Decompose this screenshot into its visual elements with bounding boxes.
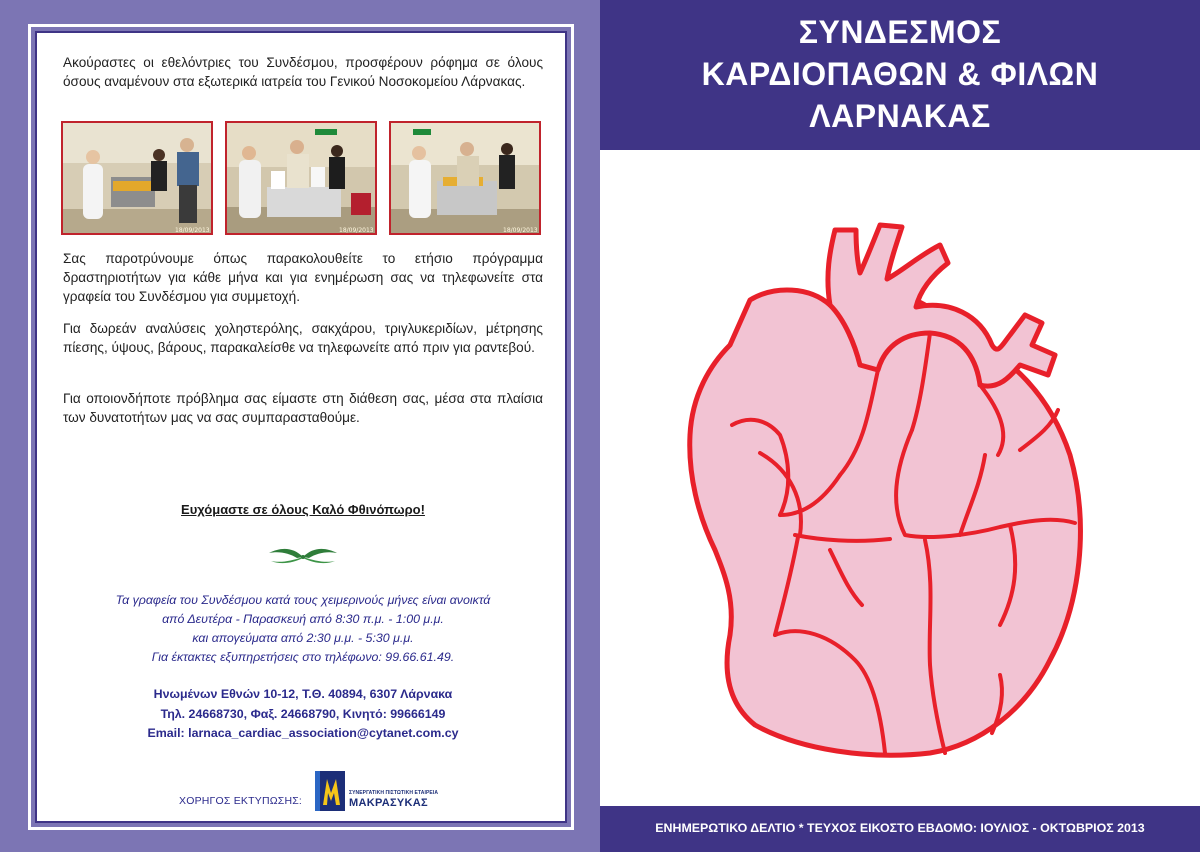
intro-paragraph: Ακούραστες οι εθελόντριες του Συνδέσμου, προσφέρουν ρόφημα σε όλους όσους αναμένουν στα εξωτερικά ιατρεία του Γενικού Νοσοκομείου Λάρνακας. <box>63 55 543 89</box>
print-sponsor-label: ΧΟΡΗΓΟΣ ΕΚΤΥΠΩΣΗΣ: <box>179 795 303 807</box>
title-banner <box>600 0 1200 150</box>
hours-line-4: Για έκτακτες εξυπηρετήσεις στο τηλέφωνο: 99.66.61.49. <box>151 650 455 664</box>
office-hours <box>37 591 569 667</box>
photo-date-3: 18/09/2013 <box>503 227 538 234</box>
contact-address <box>37 685 569 744</box>
title-line-2: ΚΑΡΔΙΟΠΑΘΩΝ & ΦΙΛΩΝ <box>701 56 1099 92</box>
phone-line: Τηλ. 24668730, Φαξ. 24668790, Κινητό: 99666149 <box>160 706 446 721</box>
sponsor-logo <box>315 771 439 811</box>
program-paragraph: Σας παροτρύνουμε όπως παρακολουθείτε το ετήσιο πρόγραμμα δραστηριοτήτων για κάθε μήνα και για ενημέρωση σας να τηλεφωνείτε στα γραφεία του Συνδέσμου για συμμετοχή. <box>63 251 543 304</box>
issue-footer <box>600 806 1200 852</box>
left-content-panel <box>35 31 567 823</box>
free-tests-paragraph: Για δωρεάν αναλύσεις χοληστερόλης, σακχάρου, τριγλυκεριδίων, μέτρησης πίεσης, ύψους, βάρους, παρακαλείσθε να τηλεφωνείτε από πριν για ραντεβού. <box>63 321 543 355</box>
volunteers-photo-1 <box>61 121 213 235</box>
hours-line-2: από Δευτέρα - Παρασκευή από 8:30 π.μ. - 1:00 μ.μ. <box>162 612 444 626</box>
photo-date-1: 18/09/2013 <box>175 227 210 234</box>
volunteers-photo-3 <box>389 121 541 235</box>
leaf-ornament-icon <box>263 543 343 565</box>
address-line: Ηνωμένων Εθνών 10-12, Τ.Θ. 40894, 6307 Λάρνακα <box>153 687 453 701</box>
sponsor-subtitle: ΣΥΝΕΡΓΑΤΙΚΗ ΠΙΣΤΩΤΙΚΗ ΕΤΑΙΡΕΙΑ <box>349 790 439 796</box>
hours-line-3: και απογεύματα από 2:30 μ.μ. - 5:30 μ.μ. <box>192 631 414 645</box>
right-cover-page <box>600 0 1200 852</box>
issue-info: ΕΝΗΜΕΡΩΤΙΚΟ ΔΕΛΤΙΟ * ΤΕΥΧΟΣ ΕΙΚΟΣΤΟ ΕΒΔΟΜΟ: ΙΟΥΛΙΟΣ - ΟΚΤΩΒΡΙΟΣ 2013 <box>655 821 1145 835</box>
support-paragraph: Για οποιονδήποτε πρόβλημα σας είμαστε στη διάθεση σας, μέσα στα πλαίσια των δυνατοτήτων μας να σας συμπαρασταθούμε. <box>63 391 543 425</box>
heart-illustration-icon <box>680 205 1120 765</box>
title-line-1: ΣΥΝΔΕΣΜΟΣ <box>798 14 1002 50</box>
autumn-greeting: Ευχόμαστε σε όλους Καλό Φθινόπωρο! <box>181 502 425 517</box>
sponsor-name: ΜΑΚΡΑΣΥΚΑΣ <box>349 797 428 809</box>
title-line-3: ΛΑΡΝΑΚΑΣ <box>809 98 991 134</box>
email-line: Email: larnaca_cardiac_association@cytanet.com.cy <box>147 726 459 740</box>
sponsor-m-logo-icon <box>315 771 345 811</box>
hours-line-1: Τα γραφεία του Συνδέσμου κατά τους χειμερινούς μήνες είναι ανοικτά <box>115 593 491 607</box>
photo-date-2: 18/09/2013 <box>339 227 374 234</box>
volunteers-photo-2 <box>225 121 377 235</box>
